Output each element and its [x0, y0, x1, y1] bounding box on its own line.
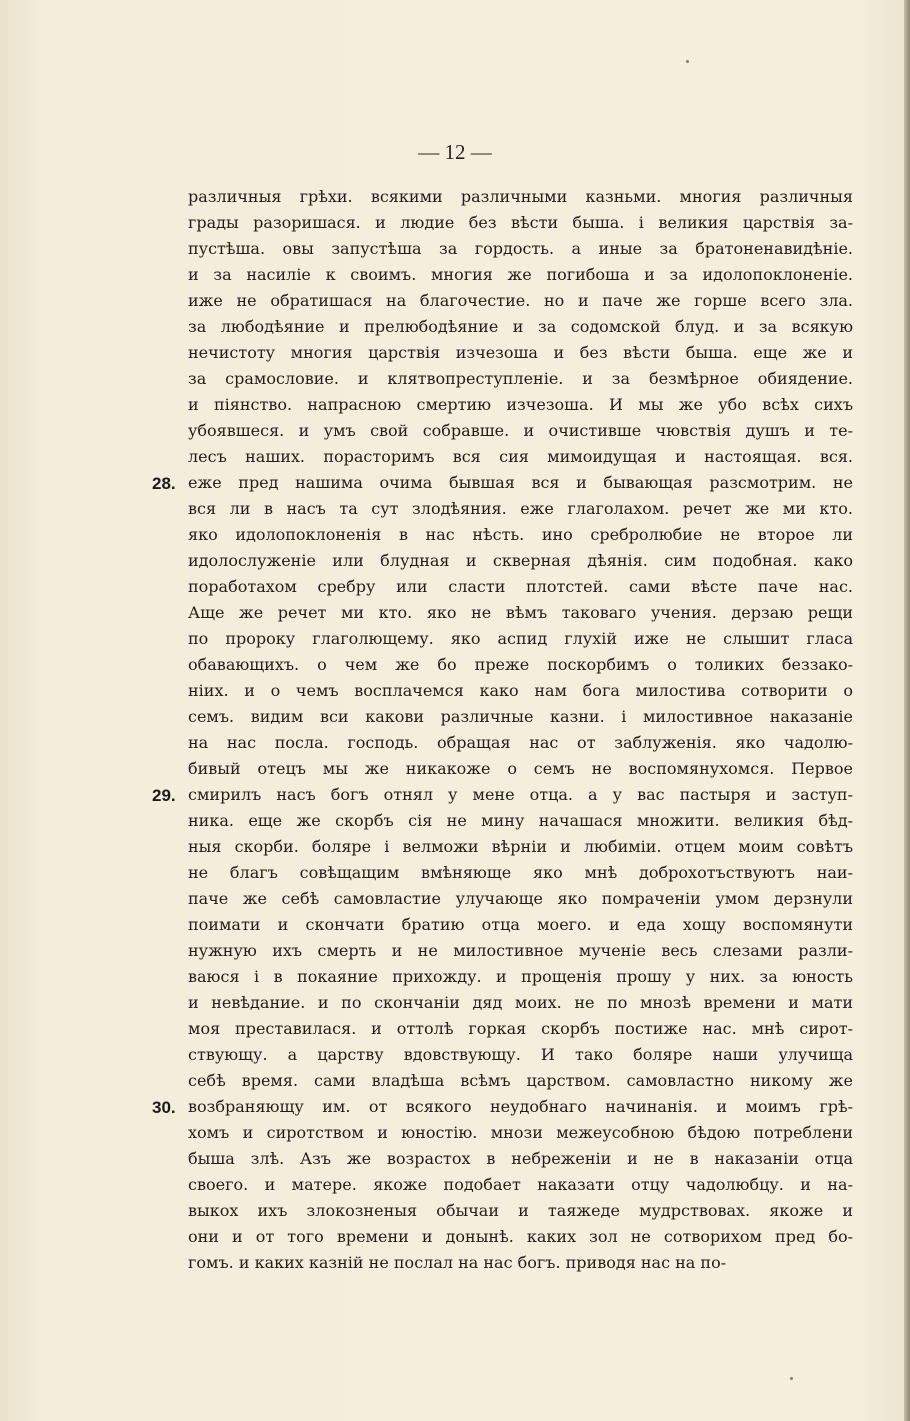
text-line: паче же себѣ самовластие улучающе яко помраченіи умом дерзнули: [188, 889, 853, 908]
text-line: нужную ихъ смерть и не милостивное мученіе весь слезами разли-: [188, 941, 853, 960]
text-line: ствующу. а царству вдовствующу. И тако боляре наши улучища: [188, 1045, 853, 1064]
text-line: ныя скорби. боляре і велможи вѣрніи и любиміи. отцем моим совѣтъ: [188, 837, 853, 856]
text-line: себѣ время. сами владѣша всѣмъ царством. самовластно никому же: [188, 1071, 853, 1090]
text-line: иже не обратишася на благочестие. но и паче же горше всего зла.: [188, 291, 853, 310]
text-line: гомъ. и каких казній не послал на нас богъ. приводя нас на по-: [188, 1253, 727, 1272]
text-line: своего. и матере. якоже подобает наказати отцу чадолюбцу. и на-: [188, 1175, 853, 1194]
text-line: идолослуженіе или блудная и скверная дѣянія. сим подобная. како: [188, 551, 853, 570]
text-line: еже пред нашима очима бывшая вся и бывающая разсмотрим. не: [188, 473, 853, 492]
text-line: бивый отецъ мы же никакоже о семъ не воспомянухомся. Первое: [188, 759, 853, 778]
text-line: ніих. и о чемъ восплачемся како нам бога милостива сотворити о: [188, 681, 853, 700]
text-line: грады разоришася. и людие без вѣсти быша. і великия царствія за-: [188, 213, 853, 232]
text-line: пустѣша. овы запустѣша за гордость. а иные за братоненавидѣніе.: [188, 239, 853, 258]
text-line: Аще же речет ми кто. яко не вѣмъ таковаго учения. дерзаю рещи: [188, 603, 853, 622]
paper-speck: [790, 1377, 793, 1380]
text-line: поработахом сребру или сласти плотстей. сами вѣсте паче нас.: [188, 577, 853, 596]
text-line: они и от того времени и донынѣ. каких зол не сотворихом пред бо-: [188, 1227, 853, 1246]
body-text: [188, 184, 853, 1276]
margin-verse-number: 30.: [152, 1098, 176, 1117]
text-line: яко идолопоклоненія в нас нѣсть. ино сребролюбие не второе ли: [188, 525, 853, 544]
text-line: нечистоту многия царствія изчезоша и без вѣсти быша. еще же и: [188, 343, 853, 362]
text-line: смирилъ насъ богъ отнял у мене отца. а у вас пастыря и заступ-: [188, 785, 853, 804]
text-line: по пророку глаголющему. яко аспид глухій иже не слышит гласа: [188, 629, 853, 648]
text-line: быша злѣ. Азъ же возрастох в небреженіи и не в наказаніи отца: [188, 1149, 853, 1168]
text-line: хомъ и сиротством и юностію. мнози межеусобною бѣдою потреблени: [188, 1123, 853, 1142]
paper-speck: [686, 60, 689, 63]
text-line: моя преставилася. и оттолѣ горкая скорбъ постиже нас. мнѣ сирот-: [188, 1019, 853, 1038]
text-line: ваюся і в покаяние прихожду. и прощенія прошу у них. за юность: [188, 967, 853, 986]
text-line: на нас посла. господь. обращая нас от заблуженія. яко чадолю-: [188, 733, 853, 752]
text-line: и піянство. напрасною смертию изчезоша. И мы же убо всѣх сихъ: [188, 395, 853, 414]
text-line: различныя грѣхи. всякими различными казньми. многия различныя: [188, 187, 853, 206]
text-line: лесъ наших. порасторимъ вся сия мимоидущая и настоящая. вся.: [188, 447, 853, 466]
text-line: за срамословие. и клятвопреступленіе. и за безмѣрное обиядение.: [188, 369, 853, 388]
text-line: не благъ совѣщащим вмѣняюще яко мнѣ доброхотъствуютъ наи-: [188, 863, 853, 882]
text-line: убоявшеся. и умъ свой собравше. и очистивше чювствія душъ и те-: [188, 421, 853, 440]
text-line: выкох ихъ злокозненыя обычаи и таяжеде мудрствовах. якоже и: [188, 1201, 853, 1220]
text-line: и за насиліе к своимъ. многия же погибоша и за идолопоклоненіе.: [188, 265, 853, 284]
text-line: и невѣдание. и по скончаніи дяд моих. не по мнозѣ времени и мати: [188, 993, 853, 1012]
page-edge-shadow: [904, 0, 910, 1421]
text-line: за любодѣяние и прелюбодѣяние и за содомской блуд. и за всякую: [188, 317, 853, 336]
text-line: возбраняющу им. от всякого неудобнаго начинанія. и моимъ грѣ-: [188, 1097, 853, 1116]
text-line: семъ. видим вси какови различные казни. і милостивное наказаніе: [188, 707, 853, 726]
page-number: — 12 —: [418, 140, 492, 164]
text-line: обавающихъ. о чем же бо преже поскорбимъ о толиких беззако-: [188, 655, 853, 674]
text-line: вся ли в насъ та сут злодѣяния. еже глаголахом. речет же ми кто.: [188, 499, 853, 518]
text-line: ника. еще же скорбъ сія не мину начашася множити. великия бѣд-: [188, 811, 853, 830]
margin-verse-number: 28.: [152, 474, 176, 493]
margin-verse-number: 29.: [152, 786, 176, 805]
text-line: поимати и скончати братию отца моего. и еда хощу воспомянути: [188, 915, 853, 934]
